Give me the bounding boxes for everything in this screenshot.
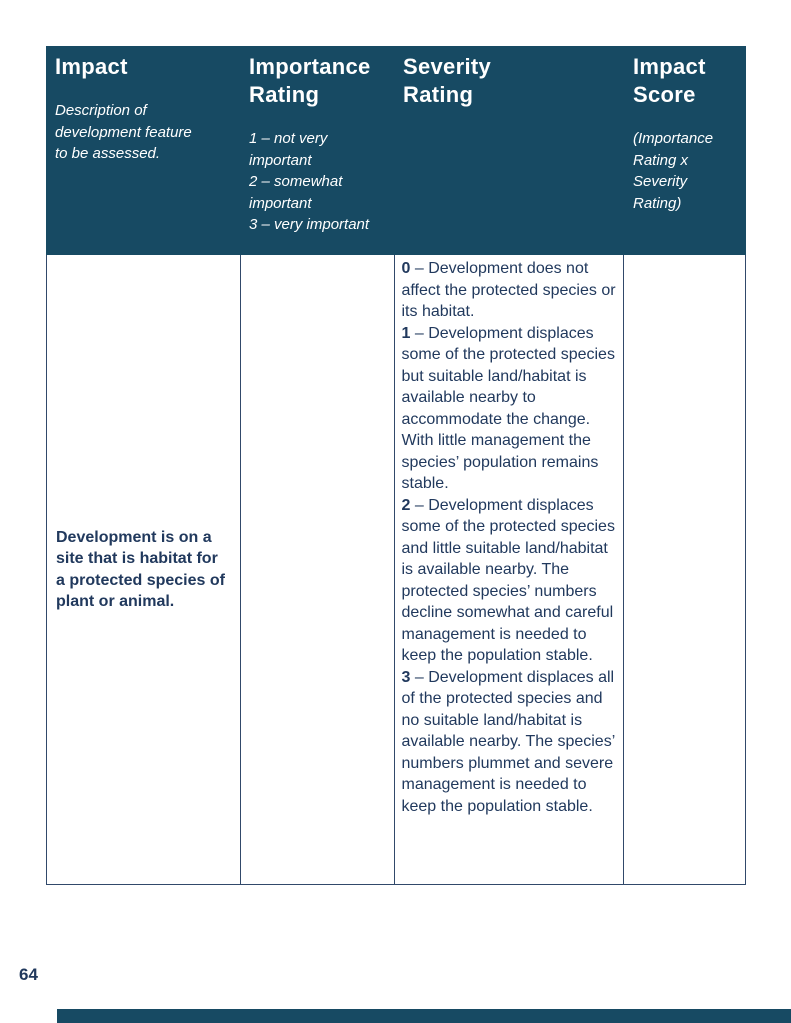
impact-description-text: Development is on a site that is habitat for a protected species of plant or animal.	[56, 528, 225, 610]
severity-level-1	[402, 323, 618, 495]
cell-impact-score-blank	[624, 255, 746, 884]
severity-level-2-number: 2	[401, 496, 411, 514]
column-title-importance-rating: Importance Rating	[249, 54, 371, 107]
column-subtitle-importance-rating	[249, 128, 386, 236]
cell-severity-rating-scale	[395, 255, 625, 884]
severity-level-0-number: 0	[401, 260, 411, 277]
severity-level-0-text: – Development does not affect the protected species or its habitat.	[401, 260, 616, 320]
severity-level-3	[402, 667, 618, 818]
severity-level-3-number: 3	[401, 668, 411, 686]
cell-importance-rating-blank	[241, 255, 395, 884]
importance-scale-3: 3 – very important	[249, 216, 370, 233]
header-cell-impact	[46, 46, 240, 255]
header-cell-impact-score	[624, 46, 746, 255]
column-title-impact-score: Impact Score	[633, 54, 706, 107]
severity-level-1-number: 1	[401, 324, 411, 342]
column-subtitle-impact-score: (Importance Rating x Severity Rating)	[633, 130, 714, 212]
importance-scale-2: 2 – somewhat important	[249, 173, 343, 212]
severity-level-2-text: – Development displaces some of the protected species and little suitable land/habitat is available nearby. The protected species’ numbers decline somewhat and careful management is needed to keep the population stable.	[401, 496, 615, 664]
footer-decoration-bar	[57, 1009, 791, 1023]
impact-assessment-table	[46, 46, 746, 885]
column-title-severity-rating: Severity Rating	[403, 54, 492, 107]
severity-level-0	[402, 258, 618, 323]
table-header-row	[46, 46, 746, 255]
page-number: 64	[19, 965, 38, 984]
cell-impact-description	[47, 255, 241, 884]
column-title-impact: Impact	[55, 54, 128, 79]
table-body-row	[46, 255, 746, 885]
header-cell-severity-rating	[394, 46, 624, 255]
severity-level-3-text: – Development displaces all of the protected species and no suitable land/habitat is available nearby. The species’ numbers plummet and severe management is needed to keep the population stable.	[401, 668, 615, 815]
importance-scale-1: 1 – not very important	[249, 130, 328, 169]
severity-level-1-text: – Development displaces some of the protected species but suitable land/habitat is available nearby to accommodate the change. With little management the species’ population remains stable.	[401, 324, 615, 492]
header-cell-importance-rating	[240, 46, 394, 255]
column-subtitle-impact: Description of development feature to be assessed.	[55, 102, 192, 162]
severity-level-2	[402, 495, 618, 667]
